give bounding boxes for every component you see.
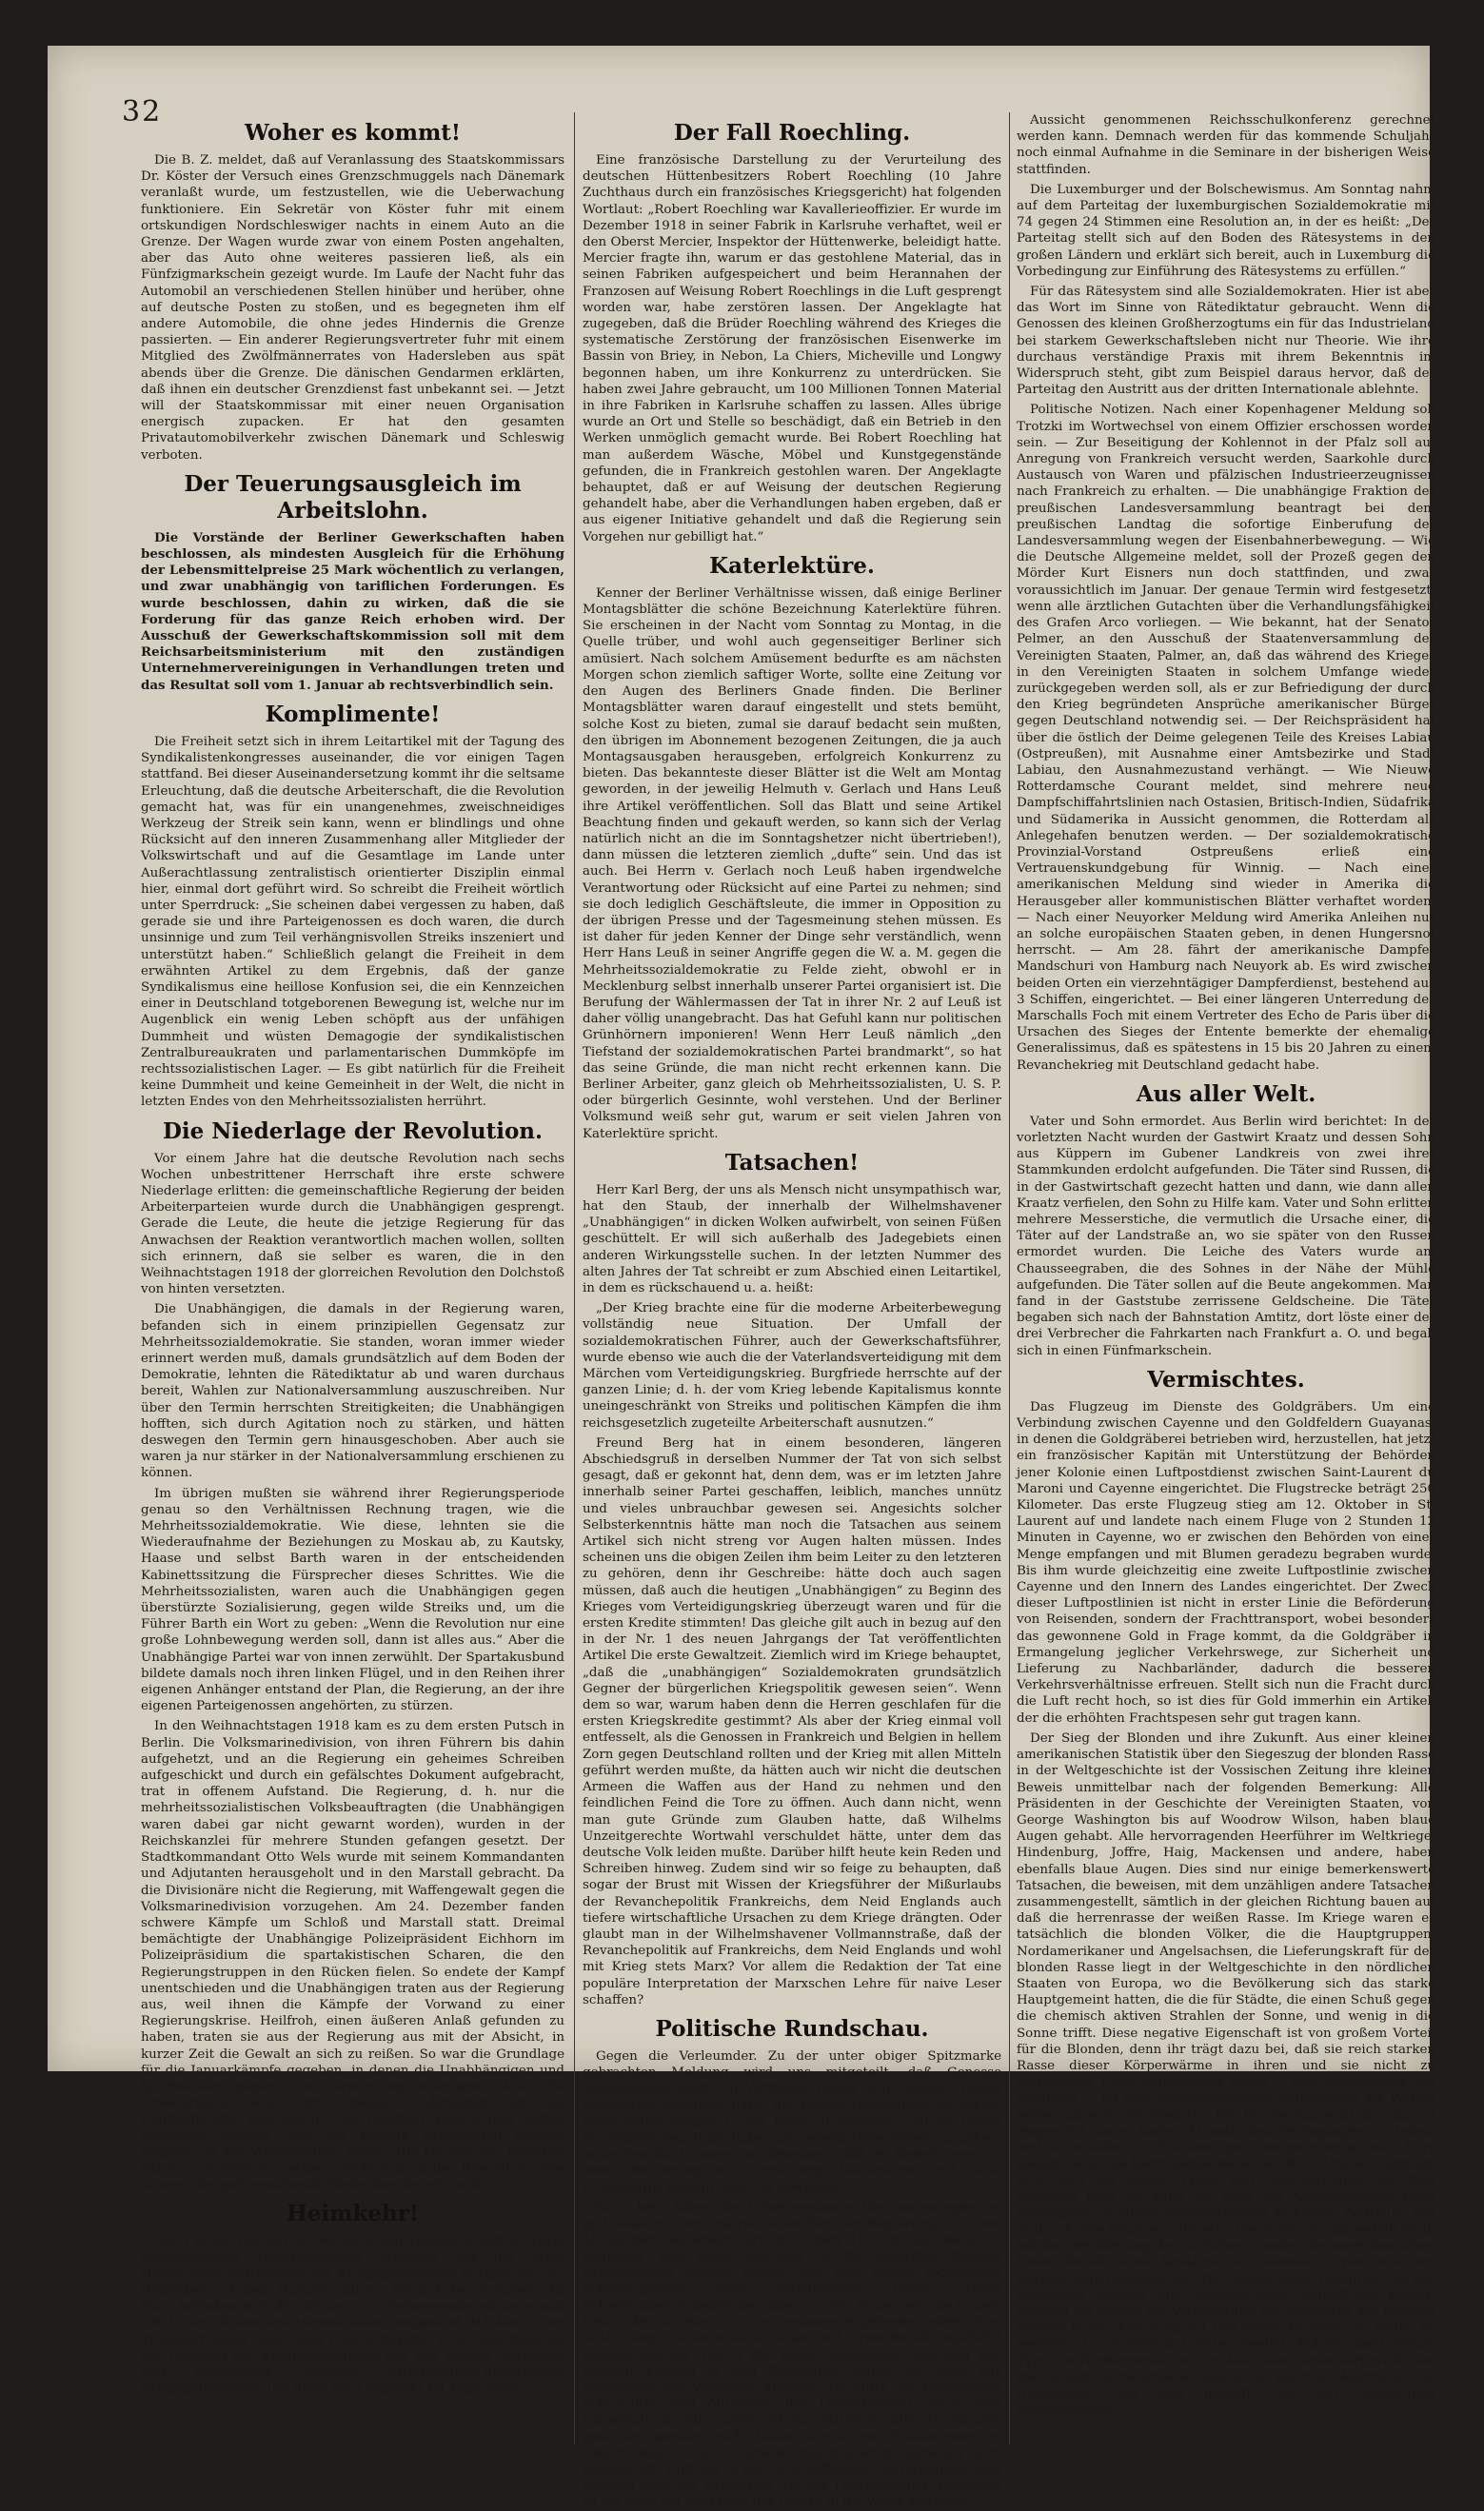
column-right bbox=[1017, 112, 1435, 2463]
article-text: Die Vorstände der Berliner Gewerkschaften haben beschlossen, als mindesten Ausgleich für die Erhöhung der Lebensmittelpreise 25 Mark wöchentlich zu verlangen, und zwar unabhängig von tariflichen Forderungen. Es wurde beschlossen, dahin zu wirken, daß die sie Forderung für das ganze Reich erhoben wird. Der Ausschuß der Gewerkschaftskommission soll mit dem Reichsarbeitsministerium mit den zuständigen Unternehmervereinigungen in Verhandlungen treten und das Resultat soll vom 1. Januar ab rechtsverbindlich sein. bbox=[141, 529, 564, 693]
column-rule-left bbox=[574, 112, 575, 2444]
article-text: Nach einer von der schweizerischen Gesandtschaft in Tokio eingegangenen telegraphischen Meldung hat die erste Heimschaffungstransport der Kriegsgefangenen in Japan am 28. Dezember auf dem Dampfer Kifuku Maru Kobe verlassen. An Bord befinden sich 48 Offiziere, 73 Portepeeunteroffiziere und 836 Unteroffiziere und Mannschaften, insgesamt 941 Mann. Der Transport, steht unter dem Führer Kapitän z. S. Vollerthun als mit Rehrzahl der Kriegsgefangenen aus den Lagern Narashino und Nonogahara, darunter österreichisch-ungarischen Kriegsgefangenen. Die Reise wird ungefähr 60 Tage dauern. bbox=[141, 2234, 564, 2397]
article-text: Die Freiheit setzt sich in ihrem Leitartikel mit der Tagung des Syndikalistenkongresses auseinander, die vor einigen Tagen stattfand. Bei dieser Auseinandersetzung kommt ihr die seltsame Erleuchtung, daß die deutsche Arbeiterschaft, die die Revolution gemacht hat, was für ein unangenehmes, zweischneidiges Werkzeug der Streik sein kann, wenn er blindlings und ohne Rücksicht auf den inneren Zusammenhang aller Mitglieder der Volkswirtschaft und auf die Gesamtlage im Lande unter Außerachtlassung zentralistisch orientierter Disziplin einmal hier, einmal dort geführt wird. So schreibt die Freiheit wörtlich unter Sperrdruck: „Sie scheinen dabei vergessen zu haben, daß gerade sie und ihre Parteigenossen es doch waren, die durch unsinnige und zum Teil verhängnisvollen Streiks inszeniert und unterstützt haben.“ Schließlich gelangt die Freiheit in dem erwähnten Artikel zu dem Ergebnis, daß der ganze Syndikalismus eine heillose Konfusion sei, die ein Kennzeichen einer in Deutschland totgeborenen Bewegung ist, welche nur im Augenblick ein wenig Leben schöpft aus der unfähigen Dummheit und wüsten Demagogie der syndikalistischen Zentralbureaukraten und parlamentarischen Dummköpfe im rechtssozialistischen Lager. — Es gibt natürlich für die Freiheit keine Dummheit und keine Gemeinheit in der Welt, die nicht in letzten Endes von den Mehrheitssozialisten herrührt. bbox=[141, 734, 564, 1110]
article-heading-vermischtes: Vermischtes. bbox=[1147, 1366, 1305, 1393]
article-heading-teuerungsausgleich: Der Teuerungsausgleich im Arbeitslohn. bbox=[184, 470, 522, 524]
page-number: 32 bbox=[122, 95, 163, 129]
article-text: Politische Notizen. Nach einer Kopenhagener Meldung soll Trotzki im Wortwechsel von einem Offizier erschossen worden sein. — Zur Beseitigung der Kohlennot in der Pfalz soll auf Anregung von Frankreich versucht werden, Saarkohle durch Austausch von Waren und pfälzischen Industrieerzeugnissen nach Frankreich zu erhalten. — Die unabhängige Fraktion der preußischen Landesversammlung beantragt bei dem preußischen Landtag die sofortige Einberufung der Landesversammlung wegen der Eisenbahnerbewegung. — Wie die Deutsche Allgemeine meldet, soll der Prozeß gegen den Mörder Kurt Eisners nun doch stattfinden, und zwar voraussichtlich im Januar. Der genaue Termin wird festgesetzt, wenn alle ärztlichen Gutachten über die Verhandlungsfähigkeit des Grafen Arco vorliegen. — Wie bekannt, hat der Senator Pelmer, an den Ausschuß der Staatenversammlung der Vereinigten Staaten, Palmer, an, daß das während des Krieges in den Vereinigten Staaten in solchem Umfange wieder zurückgegeben werden soll, als er zur Befriedigung der durch den Krieg begründeten Ansprüche amerikanischer Bürger gegen Deutschland notwendig sei. — Der Reichspräsident hat über die östlich der Deime gelegenen Teile des Kreises Labiau (Ostpreußen), mit Ausnahme einer Amtsbezirke und Stadt Labiau, den Ausnahmezustand verhängt. — Wie Nieuwe Rotterdamsche Courant meldet, sind mehrere neue Dampfschiffahrtslinien nach Ostasien, Britisch-Indien, Südafrika und Südamerika in Aussicht genommen, die Rotterdam als Anlegehafen benutzen werden. — Der sozialdemokratische Provinzial-Vorstand Ostpreußens erließ eine Vertrauenskundgebung für Winnig. — Nach einer amerikanischen Meldung sind wieder in Amerika die Herausgeber aller kommunistischen Blätter verhaftet worden. — Nach einer Neuyorker Meldung wird Amerika Anleihen nur an solche europäischen Staaten geben, in denen Hungersnot herrscht. — Am 28. fährt der amerikanische Dampfer Mandschuri von Hamburg nach Neuyork ab. Es wird zwischen beiden Orten ein vierzehntägiger Dampferdienst, bestehend aus 3 Schiffen, eingerichtet. — Bei einer längeren Unterredung des Marschalls Foch mit einem Vertreter des Echo de Paris über die Ursachen des Sieges der Entente bemerkte der ehemalige Generalissimus, daß es spätestens in 15 bis 20 Jahren zu einem Revanchekrieg mit Deutschland gedacht habe. bbox=[1017, 403, 1435, 1073]
column-middle bbox=[583, 112, 1001, 2510]
article-text: Für das Rätesystem sind alle Sozialdemokraten. Hier ist aber das Wort im Sinne von Rätediktatur gebraucht. Wenn die Genossen des kleinen Großherzogtums ein für das Industrieland bei starkem Gewerkschaftsleben nicht nur Theorie. Wie ihre durchaus verständige Praxis mit ihrem Bekenntnis im Widerspruch steht, gibt zum Beispiel daraus hervor, daß der Parteitag den Austritt aus der dritten Internationale ablehnte. bbox=[1017, 285, 1435, 398]
article-heading-politische-rundschau: Politische Rundschau. bbox=[655, 2015, 929, 2042]
article-heading-niederlage: Die Niederlage der Revolution. bbox=[162, 1117, 544, 1144]
article-text: Die Unabhängigen, die damals in der Regierung waren, befanden sich in einem prinzipiellen Gegensatz zur Mehrheitssozialdemokratie. Sie standen, woran immer wieder erinnert werden muß, damals grundsätzlich auf dem Boden der Demokratie, lehnten die Rätediktatur ab und waren durchaus bereit, Wahlen zur Nationalversammlung auszuschreiben. Nur über den Termin herrschten Streitigkeiten; die Unabhängigen hofften, sich durch Agitation noch zu stärken, und hätten deswegen den Termin gern hinausgeschoben. Aber auch sie waren ja nur stärker in der Nationalversammlung erschienen zu können. bbox=[141, 1302, 564, 1481]
article-heading-komplimente: Komplimente! bbox=[265, 701, 441, 727]
article-text: Gegen die Verleumder. Zu der unter obiger Spitzmarke gebrachten Meldung wird uns mitgeteilt, daß Genosse Scheidemann nicht ein Verfahren gegen sich, sondern gegen Sonnenfeld beantragt habe, um seinem Gelegenheit zu geben, seine Behauptungen in der Form zu beweisen und bis gegen Sonnenfeld beantragt habe, um seinem Gelegenheit zu geben, seine Beschuldigungen zu beweisen, daß er Beziehungen zu einer Belohnung zur Ermordung Liebknechts und Rosa Luxemburgs gezahlt habe, zu beweisen. bbox=[583, 2048, 1001, 2195]
article-text: Im übrigen mußten sie während ihrer Regierungsperiode genau so den Verhältnissen Rechnung tragen, wie die Mehrheitssozialdemokratie. Wie diese, lehnten sie die Wiederaufnahme der Beziehungen zu Moskau ab, zu Kautsky, Haase und selbst Barth waren in der entscheidenden Kabinettssitzung die Fürsprecher dieses Schrittes. Wie die Mehrheitssozialisten, waren auch die Unabhängigen gegen überstürzte Sozialisierung, gegen wilde Streiks und, um die Führer Barth ein Wort zu geben: „Wenn die Revolution nur eine große Lohnbewegung werden soll, dann ist alles aus.“ Aber die Unabhängige Partei war von innen zerwühlt. Der Spartakusbund bildete damals noch ihren linken Flügel, und in den Reihen ihrer eigenen Anhänger entstand der Plan, die Regierung, an der ihre eigenen Parteigenossen angehörten, zu stürzen. bbox=[141, 1486, 564, 1714]
column-left bbox=[141, 112, 564, 2463]
article-text: Vater und Sohn ermordet. Aus Berlin wird berichtet: In der vorletzten Nacht wurden der Gastwirt Kraatz und dessen Sohn aus Küppern im Gubener Landkreis von zwei ihrer Stammkunden erdolcht aufgefunden. Die Täter sind Russen, die in der Gastwirtschaft gezecht hatten und dann, wie dann allen Kraatz verfielen, den Sohn zu Hilfe kam. Vater und Sohn erlitten mehrere Messerstiche, die vermutlich die Ursache einer, die Täter auf der Landstraße an, wo sie später von den Russen ermordet wurden. Die Leiche des Vaters wurde am Chausseegraben, die des Sohnes in der Nähe der Mühle aufgefunden. Die Täter sollen auf die Beute angekommen. Man fand in der Gaststube zerrissene Geldscheine. Die Täter begaben sich nach der Bahnstation Amtitz, dort löste einer der drei Verbrecher die Fahrkarten nach Frankfurt a. O. und begab sich in einen Fünfmarkschein. bbox=[1017, 1114, 1435, 1358]
article-heading-aus-aller-welt: Aus aller Welt. bbox=[1136, 1080, 1316, 1107]
article-text: Aussicht genommenen Reichsschulkonferenz gerechnet werden kann. Demnach werden für das kommende Schuljahr noch einmal Aufnahme in die Seminare in der bisherigen Weise stattfinden. bbox=[1017, 113, 1435, 177]
article-text: Eine französische Darstellung zu der Verurteilung des deutschen Hüttenbesitzers Robert Roechling (10 Jahre Zuchthaus durch ein französisches Kriegsgericht) hat folgenden Wortlaut: „Robert Roechling war Kavallerieoffizier. Er wurde im Dezember 1918 in seiner Fabrik in Karlsruhe verhaftet, weil er den Oberst Mercier, Inspektor der Hüttenwerke, beleidigt hatte. Mercier fragte ihn, warum er das gestohlene Material, das in seinen Fabriken aufgespeichert und beim Herannahen der Franzosen auf Weisung Robert Roechlings in die Luft gesprengt worden war, habe zerstören lassen. Der Angeklagte hat zugegeben, daß die Brüder Roechling während des Krieges die systematische Zerstörung der französischen Eisenwerke im Bassin von Briey, in Nebon, La Chiers, Micheville und Longwy begonnen haben, um ihre Konkurrenz zu unterdrücken. Sie haben zwei Jahre gebraucht, um 100 Millionen Tonnen Material in ihre Fabriken in Karlsruhe schaffen zu lassen. Alles übrige wurde an Ort und Stelle so beschädigt, daß ein Betrieb in den Werken unmöglich gemacht wurde. Bei Robert Roechling hat man außerdem Wäsche, Möbel und Kunstgegenstände gefunden, die in Frankreich gestohlen waren. Der Angeklagte behauptet, daß er auf Weisung der deutschen Regierung gehandelt habe, aber die Verhandlungen haben ergeben, daß er aus eigener Initiative gehandelt und daß die Regierung sein Vorgehen nur gebilligt hat.“ bbox=[583, 153, 1001, 544]
article-text: Die B. Z. meldet, daß auf Veranlassung des Staatskommissars Dr. Köster der Versuch eines Grenzschmuggels nach Dänemark veranlaßt wurde, um festzustellen, wie die Ueberwachung funktioniere. Ein Sekretär von Köster fuhr mit einem ortskundigen Nordschleswiger nachts in einem Auto an die Grenze. Der Wagen wurde zwar von einem Posten angehalten, aber das Auto ohne weiteres passieren ließ, als ein Fünfzigmarkschein gezeigt wurde. Im Laufe der Nacht fuhr das Automobil an verschiedenen Stellen hinüber und herüber, ohne auf deutsche Posten zu stoßen, und es begegneten ihm elf andere Automobile, die ohne jedes Hindernis die Grenze passierten. — Ein anderer Regierungsvertreter fuhr mit einem Mitglied des Zwölfmännerrates von Hadersleben aus spät abends über die Grenze. Die dänischen Gendarmen erklärten, daß ihnen ein deutscher Grenzdienst fast unbekannt sei. — Jetzt will der Staatskommissar mit einer neuen Organisation energisch zupacken. Er hat den gesamten Privatautomobilverkehr zwischen Dänemark und Schleswig verboten. bbox=[141, 153, 564, 463]
article-text: Herr Karl Berg, der uns als Mensch nicht unsympathisch war, hat den Staub, der innerhalb der Wilhelmshavener „Unabhängigen“ in dicken Wolken aufwirbelt, von seinen Füßen geschüttelt. Er will sich außerhalb des Jadegebiets einen anderen Wirkungsstelle suchen. In der letzten Nummer des alten Jahres der Tat schreibt er zum Abschied einen Leitartikel, in dem es rückschauend u. a. heißt: bbox=[583, 1182, 1001, 1295]
article-text: Vor einem Jahre hat die deutsche Revolution nach sechs Wochen unbestrittener Herrschaft ihre erste schwere Niederlage erlitten: die gemeinschaftliche Regierung der beiden Arbeiterparteien wurde durch die Unabhängigen gesprengt. Gerade die Leute, die heute die jetzige Regierung für das Anwachsen der Reaktion verantwortlich machen wollen, sollten sich erinnern, daß sie selber es waren, die in den Weihnachtstagen 1918 der glorreichen Revolution den Dolchstoß von hinten versetzten. bbox=[141, 1151, 564, 1297]
article-text: Das Flugzeug im Dienste des Goldgräbers. Um eine Verbindung zwischen Cayenne und den Goldfeldern Guayanas, in denen die Goldgräberei betrieben wird, herzustellen, hat jetzt ein französischer Kapitän mit Unterstützung der Behörden jener Kolonie einen Luftpostdienst zwischen Saint-Laurent du Maroni und Cayenne eingerichtet. Die Flugstrecke beträgt 250 Kilometer. Das erste Flugzeug stieg am 12. Oktober in St. Laurent auf und landete nach einem Fluge von 2 Stunden 12 Minuten in Cayenne, wo er zwischen den Behörden von einer Menge empfangen und mit Blumen geradezu begraben wurde. Bis ihm wurde gleichzeitig eine zweite Luftpostlinie zwischen Cayenne und den Innern des Landes eingerichtet. Der Zweck dieser Luftpostlinien ist nicht in erster Linie die Beförderung von Reisenden, sondern der Frachttransport, wobei besonders das gewonnene Gold in Frage kommt, da die Goldgräber in Ermangelung jeglicher Verkehrswege, zur Sicherheit und Lieferung zu Nachbarländer, dadurch die besseren Verkehrsverhältnisse erfreuen. Stellt sich nun die Fracht durch die Luft recht hoch, so ist dies für Gold immerhin ein Artikel, der die erhöhten Frachtspesen sehr gut tragen kann. bbox=[1017, 1399, 1435, 1726]
article-heading-heimkehr: Heimkehr! bbox=[287, 2201, 419, 2227]
article-text: Noch kein Abbau der Lehrerseminare. Die Landesregierung gibt bekannt: Der ursprüngliche Plan der Regierung, mit dem Abbau der Lehrerseminare zu Ostern 1920 in der Weise zu beginnen, daß keine Zöglinge in die untersten Klassen aufgenommen werden sollten, läßt sich infolge technischer Schwierigkeiten nicht verwirklichen lassen. Diese Schwierigkeiten liegen besonders in der Frage, wie die jungen Leute, die zu Ostern in die Seminare eingetreten wären, ihre Ausbildung, die sie erhalten sollen, auf ihrem Berufe zugeführt werden können. Durch die bisher bekannten Sperrung der unteren Klassen in den Seminaren würde sie auch nur Ausbildung und Verdienst, erhalten. Da Mitte des kommenden Schuljahres und Aufnahme der Lehrerbildung durch eine Umgestaltung auf andere Schulanstalten in allen Umständen gesichert werden muß. Diese Anzahl von Schülerinnen zu Ostern, dennoch nicht Vorbereitung, in allen Einzelheiten nicht möglich ist, wird bis in der zu schaffenden Lehrerbildung eine Klärung über die zukünftige Art der Lehrerbildung, Reformen so die dann auf bald nach der Ostern in die Weise eintreten. bbox=[583, 2200, 1001, 2510]
column-rule-right bbox=[1009, 112, 1010, 2444]
article-text: „Der Krieg brachte eine für die moderne Arbeiterbewegung vollständig neue Situation. Der Umfall der sozialdemokratischen Führer, auch der Gewerkschaftsführer, wurde ebenso wie auch die der Vaterlandsverteidigung mit dem Märchen vom Verteidigungskrieg. Burgfriede herrschte auf der ganzen Linie; d. h. der vom Krieg lebende Kapitalismus konnte uneingeschränkt von Streiks und politischen Kämpfen die ihm reichsgesetzlich zugeteilte Arbeiterschaft ausnutzen.“ bbox=[583, 1301, 1001, 1431]
article-heading-woher: Woher es kommt! bbox=[244, 120, 462, 146]
article-text: Der Sieg der Blonden und ihre Zukunft. Aus einer kleinen amerikanischen Statistik über den Siegeszug der blonden Rasse in der Weltgeschichte ist der Vossischen Zeitung ihre kleinen Beweis unmittelbar nach der folgenden Bemerkung: Alle Präsidenten in der Geschichte der Vereinigten Staaten, von George Washington bis auf Woodrow Wilson, haben blaue Augen gehabt. Alle hervorragenden Heerführer im Weltkriege, Hindenburg, Joffre, Haig, Mackensen und andere, haben ebenfalls blaue Augen. Dies sind nur einige bemerkenswerte Tatsachen, die beweisen, mit dem unzähligen andere Tatsachen zusammengestellt, sämtlich in der gleichen Richtung bauen auf daß die herrenrasse der weißen Rasse. Im Kriege waren es tatsächlich die blonden Völker, die die Hauptgruppen, Nordamerikaner und Angelsachsen, die Lieferungskraft für der blonden Rasse liegt in der Weltgeschichte in den nördlichen Staaten von Europa, wo die Bevölkerung sich das starke Hauptgemeint hatten, die die für Städte, die einen Schuß gegen die chemisch aktiven Strahlen der Sonne, und wenig in die Sonne trifft. Diese negative Eigenschaft ist von großem Vorteil für die Blonden, denn ihr trägt dazu bei, daß sie reich starken Rasse dieser Körperwärme in ihren und sie nicht zu verbrennen. Diese Sonnenbrille wehrt — man entschuldige den Vergleich — ist eine blankgescheuerte Kaffeekanne die Wärme besser als eine geschwärzte. Die blonde Rasse ist also darauf eingestellt, unter harten klimatischen Bedingungen zu leben, und sie ist dabei auf ihre sonstigen Energie zu entwickeln. Kurz gesagt, es ist die herrschende Rasse der Welt. Und wie langsam sich auch die blonde Typus den Anforderungen der Welt anpassen mag, so kann sie doch die Akklimatisation nicht verleugnen. In einem verhältnismäßig so kurzen Zeitraum, wie er durch eine Folge von dreizehn Generationen dargestellt wird, hat die Bevölkerung der südlichen Staaten der amerikanischen Union bereits eine Abnahme des blonden Typus erfahren. Bevölkerungszunahme war. Die dunkle Rasse gefährdet die der nördlichen Staaten, und überdies einen Einfluß des Klimas, sondern die gerade die Veränderung der Hautfarbe des blonden Wesens in der Kreuzung mit den vielen Farbigen im Süden zu begehen. Es ist nicht gut fester Zweifel, daß der ganz blonde Typus in Nordamerika, und in Australien absorbiert wird. Das gleiche gilt für die anderen englischen Kolonien, Australien und Neuseeland, hat sich gezeigt, wie der Volksschlag herausgebildet. bbox=[1017, 1730, 1435, 2418]
article-text: Die Luxemburger und der Bolschewismus. Am Sonntag nahm auf dem Parteitag der luxemburgischen Sozialdemokratie mit 74 gegen 24 Stimmen eine Resolution an, in der es heißt: „Der Parteitag stellt sich auf den Boden des Rätesystems in den großen Ländern und erklärt sich bereit, auch in Luxemburg die Vorbedingung zur Einführung des Rätesystems zu erfüllen.“ bbox=[1017, 182, 1435, 279]
article-text: In den Weihnachtstagen 1918 kam es zu dem ersten Putsch in Berlin. Die Volksmarinedivision, von ihren Führern bis dahin aufgehetzt, und an die Regierung ein geheimes Schreiben aufgeschickt und durch ein gefälschtes Dokument aufgebracht, trat in offenem Aufstand. Die Regierung, d. h. nur die mehrheitssozialistischen Volksbeauftragten (die Unabhängigen waren dabei gar nicht gewarnt worden), wurden in der Reichskanzlei für mehrere Stunden gefangen gesetzt. Der Stadtkommandant Otto Wels wurde mit seinem Kommandanten und Adjutanten herausgeholt und in den Marstall gebracht. Da die Divisionäre nicht die Regierung, mit Waffengewalt gegen die Volksmarinedivision vorzugehen. Am 24. Dezember fanden schwere Kämpfe um Schloß und Marstall statt. Dreimal bemächtigte der Unabhängige Polizeipräsident Eichhorn im Polizeipräsidium die spartakistischen Scharen, die den Regierungstruppen in den Rücken fielen. So endete der Kampf unentschieden und die Unabhängigen traten aus der Regierung aus, weil ihnen die Kämpfe der Vorwand zu einer Regierungskrise. Heilfroh, einen äußeren Anlaß gefunden zu haben, traten sie aus der Regierung aus mit der Absicht, in kurzer Zeit die Gewalt an sich zu reißen. So war die Grundlage für die Januarkämpfe gegeben, in denen die Unabhängigen und Spartakisten gegen ihre Berechnung unterlagen. Aber die Arbeiterklasse war durch diesen Bruderkampf auf das Empfindlichste geschwächt, die Reaktion konnte ihre ersten Atemzüge machen, und die Kämpfe gefährdeten schwer, langsam an den Wiederaufbau gehen. Die Männer des Putsches haben sich nicht nur selber, sondern auch der Revolution eine schwer, der gutgemachende Niederlage beigebracht. bbox=[141, 1719, 564, 2193]
article-heading-tatsachen: Tatsachen! bbox=[724, 1149, 860, 1176]
article-heading-roechling: Der Fall Roechling. bbox=[673, 120, 911, 146]
article-heading-katerlektuere: Katerlektüre. bbox=[709, 552, 875, 579]
article-text: Freund Berg hat in einem besonderen, längeren Abschiedsgruß in derselben Nummer der Tat von sich selbst gesagt, daß er gekonnt hat, denn dem, was er im letzten Jahre innerhalb seiner Partei geschaffen, leiblich, manches unnütz und vieles unbrauchbar gewesen sei. Angesichts solcher Selbsterkenntnis hätte man noch die Tatsachen aus seinem Artikel sich nicht streng vor Augen halten müssen. Indes scheinen uns die obigen Zeilen ihm beim Leiter zu den letzteren zu gehören, denn ihr Geschreibe: hätte doch auch sagen müssen, daß auch die heutigen „Unabhängigen“ zu Beginn des Krieges vom Verteidigungskrieg überzeugt waren und für die ersten Kredite stimmten! Das gleiche gilt auch in bezug auf den in der Nr. 1 des neuen Jahrgangs der Tat veröffentlichten Artikel Die erste Gewaltzeit. Ziemlich wird im Kriege behauptet, „daß die „unabhängigen“ Sozialdemokraten grundsätzlich Gegner der bürgerlichen Kriegspolitik gewesen seien“. Wenn dem so war, warum haben denn die Herren geschlafen für die ersten Kriegskredite gestimmt? Als aber der Krieg einmal voll entfesselt, als die Genossen in Frankreich und Belgien in hellem Zorn gegen Deutschland rollten und der Krieg mit allen Mitteln geführt werden mußte, da hätten auch wir nicht die deutschen Armeen die Waffen aus der Hand zu nehmen und den feindlichen Feind die Tore zu öffnen. Auch dann nicht, wenn man gute Gründe zum Glauben hatte, daß Wilhelms Unzeitgerechte Wortwahl verschuldet hätte, unter dem das deutsche Volk leiden mußte. Darüber hilft heute kein Reden und Schreiben hinweg. Zudem sind wir so feige zu behaupten, daß sogar der Brust mit Wissen der Kriegsführer der Mißurlaubs der Revanchepolitik Frankreichs, dem Neid Englands auch tiefere wirtschaftliche Ursachen zu dem Kriege drängten. Oder glaubt man in der Wilhelmshavener Vollmannstraße, daß der Revanchepolitik auf Frankreichs, dem Neid Englands und wohl mit Krieg stets Marx? Vor allem die Redaktion der Tat eine populäre Interpretation der Marxschen Lehre für naive Leser schaffen? bbox=[583, 1435, 1001, 2007]
article-text: Kenner der Berliner Verhältnisse wissen, daß einige Berliner Montagsblätter die schöne Bezeichnung Katerlektüre führen. Sie erscheinen in der Nacht vom Sonntag zu Montag, in die Quelle trüber, und wohl auch gegenseitiger Berliner sich amüsiert. Nach solchem Amüsement bedurfte es am nächsten Morgen schon ziemlich saftiger Worte, sollte eine Zeitung vor den Augen des Berliners Gnade finden. Die Berliner Montagsblätter waren darauf eingestellt und stets bemüht, solche Kost zu bieten, zumal sie darauf bedacht sein mußten, den übrigen im Abonnement bezogenen Zeitungen, die ja auch Montagsausgaben herausgeben, erfolgreich Konkurrenz zu bieten. Das bekannteste dieser Blätter ist die Welt am Montag geworden, in der jeweilig Helmuth v. Gerlach und Hans Leuß ihre Artikel veröffentlichen. Soll das Blatt und seine Artikel Beachtung finden und gekauft werden, so kann sich der Verlag natürlich nicht an die im Sonntagshetzer nicht übertrieben!), dann müssen die letzteren ziemlich „dufte“ sein. Und das ist auch. Bei Herrn v. Gerlach noch Leuß haben irgendwelche Verantwortung oder Rücksicht auf eine Partei zu nehmen; sind sie doch lediglich Geschäftsleute, die immer in Opposition zu der übrigen Presse und der Tagesmeinung stehen müssen. Es ist daher für jeden Kenner der Dinge sehr verständlich, wenn Herr Hans Leuß in seiner Angriffe gegen die W. a. M. gegen die Mehrheitssozialdemokratie zu Felde zieht, obwohl er in Mecklenburg selbst innerhalb unserer Partei organisiert ist. Die Berufung der Wählermassen der Tat in ihrer Nr. 2 auf Leuß ist daher völlig unangebracht. Das hat Gefuhl kann nur politischen Grünhörnern imponieren! Wenn Herr Leuß nämlich „den Tiefstand der sozialdemokratischen Partei brandmarkt“, so hat das seine Gründe, die man nicht recht erkennen kann. Die Berliner Arbeiter, ganz gleich ob Mehrheitssozialisten, U. S. P. oder bürgerlich Gesinnte, wohl verstehen. Und der Berliner Volksmund weiß sehr gut, warum er seit vielen Jahren von Katerlektüre spricht. bbox=[583, 585, 1001, 1141]
